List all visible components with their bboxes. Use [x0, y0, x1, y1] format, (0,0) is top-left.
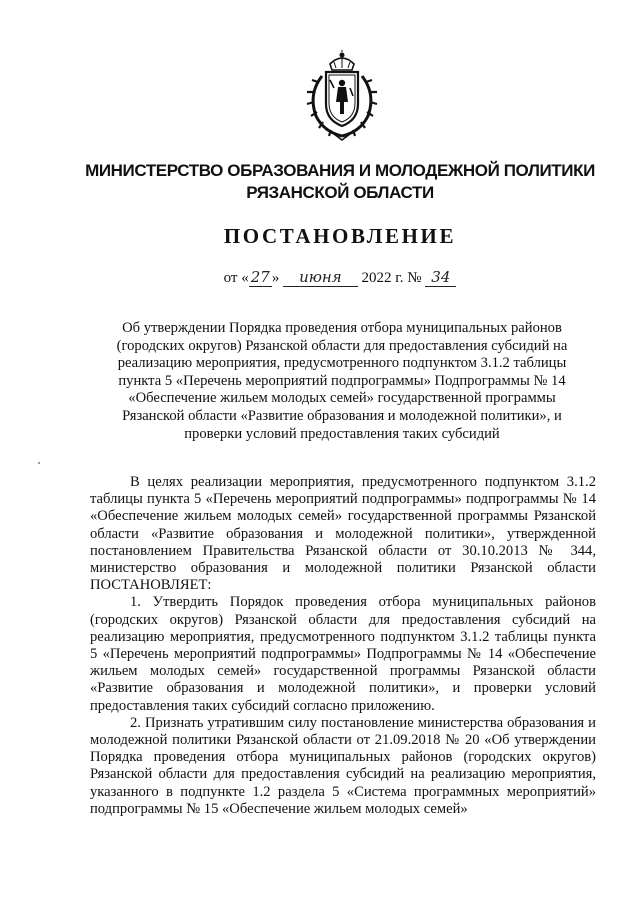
item-2-paragraph: 2. Признать утратившим силу постановление министерства образования и молодежной политики Рязанской области от 21.09.2018 № 20 «Об утверждении Порядка проведения отбора муниципальных районов (городских округов) Рязанской области для предоставления субсидий на реализацию мероприятия, указанного в подпункте 1.2 раздела 5 «Система программных мероприятий» подпрограммы № 15 «Обеспечение жильем молодых семей»: [90, 714, 596, 817]
scan-speck: [38, 462, 40, 464]
handwritten-day: 27: [250, 268, 270, 286]
document-type-title: ПОСТАНОВЛЕНИЕ: [223, 224, 457, 248]
handwritten-number: 34: [425, 268, 456, 287]
item-1-paragraph: 1. Утвердить Порядок проведения отбора муниципальных районов (городских округов) Рязанской области для предоставления субсидий на реализацию мероприятия, предусмотренного подпунктом 3.1.2 таблицы пункта 5 «Перечень мероприятий подпрограммы» Подпрограммы № 14 «Обеспечение жильем молодых семей» государственной программы Рязанской области «Развитие образования и молодежной политики», и проверки условий предоставления таких субсидий согласно приложению.: [90, 594, 596, 714]
subject-line: «Обеспечение жильем молодых семей» государственной программы: [128, 390, 556, 407]
decree-subject: [96, 320, 588, 443]
ryazan-coat-of-arms-icon: [300, 50, 384, 142]
decree-body: [90, 474, 596, 818]
subject-line: пункта 5 «Перечень мероприятий подпрограммы» Подпрограммы № 14: [118, 372, 566, 389]
handwritten-month: июня: [283, 268, 358, 287]
date-number-line: [60, 268, 620, 287]
subject-line: реализацию мероприятия, предусмотренного подпунктом 3.1.2 таблицы: [117, 355, 567, 372]
subject-line: Об утверждении Порядка проведения отбора муниципальных районов: [122, 320, 562, 336]
ministry-name-line1: МИНИСТЕРСТВО ОБРАЗОВАНИЯ И МОЛОДЕЖНОЙ ПОЛИТИКИ: [85, 161, 595, 180]
date-prefix: от «: [223, 270, 249, 286]
preamble-paragraph: В целях реализации мероприятия, предусмотренного подпунктом 3.1.2 таблицы пункта 5 «Перечень мероприятий подпрограммы» подпрограммы № 14 «Обеспечение жильем молодых семей» государственной программы Рязанской области «Развитие образования и молодежной политики», утвержденной постановлением Правительства Рязанской области от 30.10.2013 № 344, министерство образования и молодежной политики Рязанской области ПОСТАНОВЛЯЕТ:: [90, 474, 596, 594]
ministry-name: [60, 160, 620, 204]
subject-line: проверки условий предоставления таких субсидий: [184, 425, 500, 442]
year-number-label: 2022 г. №: [361, 270, 422, 286]
date-quote-close: »: [271, 270, 280, 286]
subject-line: (городских округов) Рязанской области для предоставления субсидий на: [116, 337, 568, 354]
ministry-name-line2: РЯЗАНСКОЙ ОБЛАСТИ: [246, 183, 434, 202]
subject-line: Рязанской области «Развитие образования и молодежной политики», и: [122, 407, 562, 424]
